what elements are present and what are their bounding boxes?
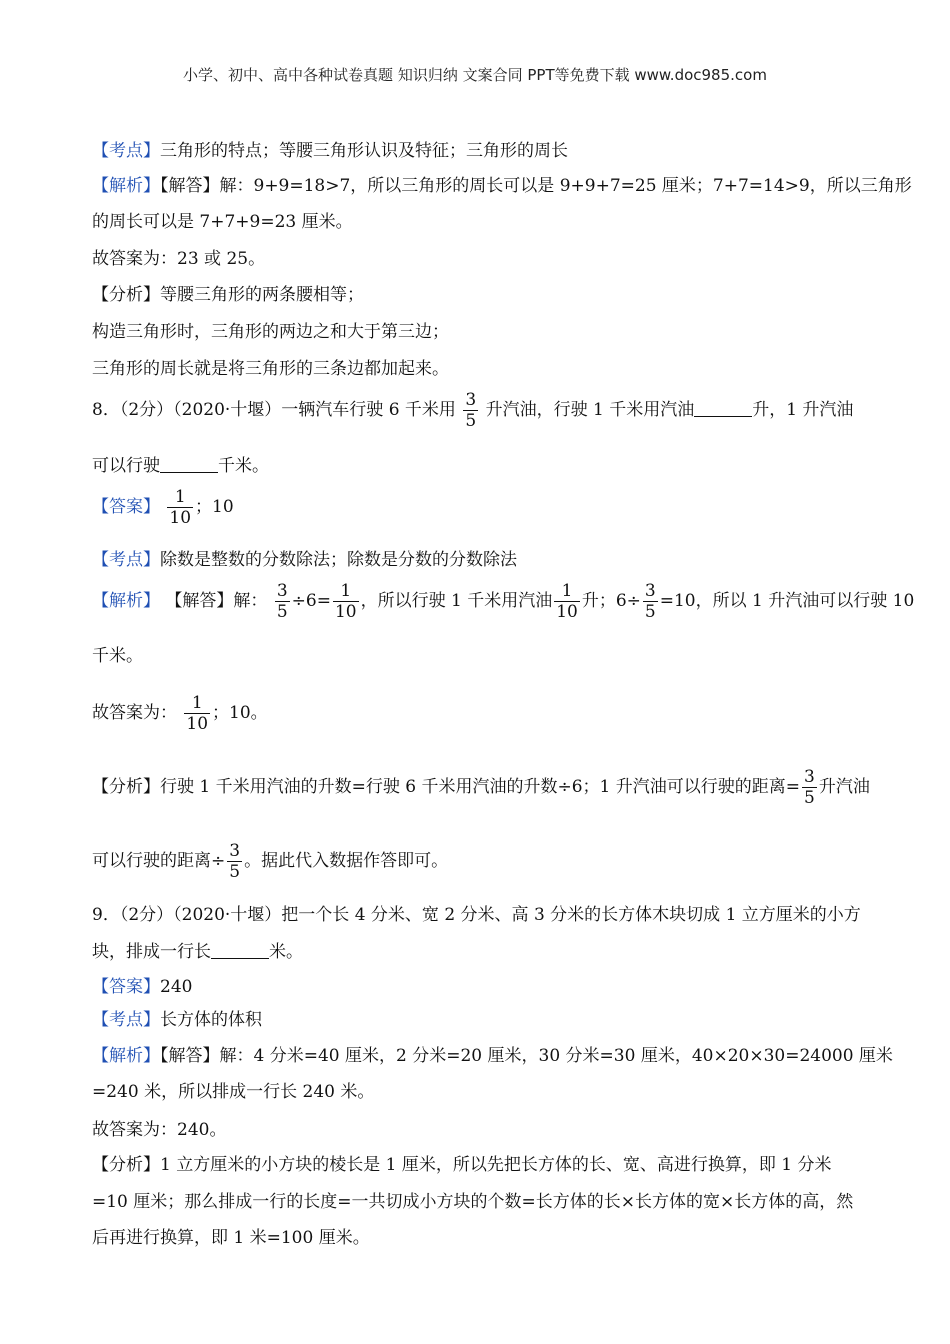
q7-kaodian-line bbox=[92, 136, 568, 161]
kaodian-tag: 【考点】 bbox=[92, 141, 160, 161]
kaodian-tag: 【考点】 bbox=[92, 1010, 160, 1030]
q7-fenxi-3: 三角形的周长就是将三角形的三条边都加起来。 bbox=[92, 359, 449, 379]
q8-question-line2 bbox=[92, 451, 269, 476]
jiexi-tag: 【解析】 bbox=[92, 591, 160, 611]
daan-tag: 【答案】 bbox=[92, 497, 160, 517]
q8-fenxi-line2 bbox=[92, 841, 448, 882]
q8-fenxi-line1 bbox=[92, 767, 870, 808]
kaodian-text: 三角形的特点；等腰三角形认识及特征；三角形的周长 bbox=[160, 141, 568, 161]
q8-text-a: 8．（2分）（2020·十堰）一辆汽车行驶 6 千米用 bbox=[92, 400, 456, 420]
q8-jiexi-line1 bbox=[92, 581, 914, 622]
kaodian-text: 除数是整数的分数除法；除数是分数的分数除法 bbox=[160, 550, 517, 570]
q9-jiexi-line2: =240 米，所以排成一行长 240 米。 bbox=[92, 1082, 375, 1102]
jieda-text: 【解答】解：4 分米=40 厘米，2 分米=20 厘米，30 分米=30 厘米，40×20×30=24000 厘米 bbox=[160, 1046, 893, 1066]
fraction-3-5 bbox=[463, 390, 478, 431]
fraction-1-10 bbox=[184, 693, 210, 734]
numerator: 1 bbox=[554, 581, 580, 602]
kaodian-text: 长方体的体积 bbox=[160, 1010, 262, 1030]
numerator: 1 bbox=[167, 487, 193, 508]
numerator: 3 bbox=[644, 581, 656, 601]
answer-blank[interactable] bbox=[211, 941, 269, 959]
q9-question-line1: 9．（2分）（2020·十堰）把一个长 4 分米、宽 2 分米、高 3 分米的长方体木块切成 1 立方厘米的小方 bbox=[92, 905, 861, 925]
q8-answer-line bbox=[92, 693, 268, 734]
ans-text-b: ；10。 bbox=[212, 703, 268, 723]
numerator: 3 bbox=[465, 390, 477, 410]
fraction-1-10 bbox=[333, 581, 359, 622]
numerator: 3 bbox=[229, 841, 241, 861]
q7-jiexi-line2: 的周长可以是 7+7+9=23 厘米。 bbox=[92, 212, 353, 232]
fx2-text-b: 。据此代入数据作答即可。 bbox=[244, 851, 449, 871]
daan-value: 240 bbox=[160, 977, 193, 997]
q9-answer: 故答案为：240。 bbox=[92, 1120, 227, 1140]
q8-kaodian-line bbox=[92, 545, 517, 570]
numerator: 1 bbox=[333, 581, 359, 602]
denominator: 10 bbox=[186, 714, 209, 734]
jiexi-tag: 【解析】 bbox=[92, 1046, 160, 1066]
denominator: 5 bbox=[229, 862, 241, 882]
answer-blank[interactable] bbox=[694, 399, 752, 417]
jx-text-b: ÷6= bbox=[291, 591, 331, 611]
ans-text-a: 故答案为： bbox=[92, 703, 177, 723]
jiexi-tag: 【解析】 bbox=[92, 176, 160, 196]
denominator: 5 bbox=[804, 788, 815, 808]
q9-kaodian-line bbox=[92, 1005, 262, 1030]
q9-text-b: 米。 bbox=[269, 942, 303, 962]
denominator: 5 bbox=[465, 411, 477, 431]
q8-daan-line bbox=[92, 487, 234, 528]
numerator: 1 bbox=[184, 693, 210, 714]
q9-text-a: 块，排成一行长 bbox=[92, 942, 211, 962]
jx-text-a: 【解答】解： bbox=[165, 591, 268, 611]
q9-fenxi-1: 【分析】1 立方厘米的小方块的棱长是 1 厘米，所以先把长方体的长、宽、高进行换算，即 1 分米 bbox=[92, 1155, 832, 1175]
numerator: 3 bbox=[276, 581, 288, 601]
fx-text-b: 升汽油 bbox=[818, 777, 870, 797]
kaodian-tag: 【考点】 bbox=[92, 550, 160, 570]
fraction-3-5 bbox=[643, 581, 658, 622]
fraction-3-5 bbox=[275, 581, 290, 622]
fx2-text-a: 可以行驶的距离÷ bbox=[92, 851, 226, 871]
q7-fenxi-2: 构造三角形时，三角形的两边之和大于第三边； bbox=[92, 322, 449, 342]
fraction-1-10 bbox=[167, 487, 193, 528]
q8-text-b: 升汽油，行驶 1 千米用汽油 bbox=[485, 400, 695, 420]
q8-text-c: 升，1 升汽油 bbox=[752, 400, 854, 420]
q9-fenxi-2: =10 厘米；那么排成一行的长度=一共切成小方块的个数=长方体的长×长方体的宽×长方体的高，然 bbox=[92, 1192, 854, 1212]
daan-rest: ；10 bbox=[195, 497, 234, 517]
page-header: 小学、初中、高中各种试卷真题 知识归纳 文案合同 PPT等免费下载 www.doc985.com bbox=[183, 66, 767, 84]
q9-jiexi-line1 bbox=[92, 1041, 893, 1066]
q9-fenxi-3: 后再进行换算，即 1 米=100 厘米。 bbox=[92, 1228, 370, 1248]
fraction-1-10 bbox=[554, 581, 580, 622]
q8-jiexi-line2: 千米。 bbox=[92, 646, 143, 666]
q7-answer: 故答案为：23 或 25。 bbox=[92, 249, 266, 269]
denominator: 10 bbox=[334, 602, 357, 622]
jieda-text: 【解答】解：9+9=18>7，所以三角形的周长可以是 9+9+7=25 厘米；7+7=14>9，所以三角形 bbox=[160, 176, 912, 196]
jx-text-d: 升；6÷ bbox=[581, 591, 641, 611]
answer-blank[interactable] bbox=[160, 455, 218, 473]
denominator: 10 bbox=[556, 602, 578, 622]
denominator: 5 bbox=[276, 602, 288, 622]
numerator: 3 bbox=[804, 767, 815, 787]
denominator: 10 bbox=[169, 508, 192, 528]
q8-question-line1 bbox=[92, 390, 853, 431]
fx-text-a: 【分析】行驶 1 千米用汽油的升数=行驶 6 千米用汽油的升数÷6；1 升汽油可以行驶的距离= bbox=[92, 777, 801, 797]
fraction-3-5 bbox=[227, 841, 242, 882]
q8-text-d: 可以行驶 bbox=[92, 456, 160, 476]
q9-question-line2 bbox=[92, 937, 303, 962]
denominator: 5 bbox=[644, 602, 656, 622]
q9-daan-line bbox=[92, 972, 192, 997]
daan-tag: 【答案】 bbox=[92, 977, 160, 997]
q7-jiexi-line1 bbox=[92, 171, 912, 196]
q7-fenxi-1: 【分析】等腰三角形的两条腰相等； bbox=[92, 285, 364, 305]
jx-text-e: =10，所以 1 升汽油可以行驶 10 bbox=[659, 591, 915, 611]
jx-text-c: ，所以行驶 1 千米用汽油 bbox=[360, 591, 553, 611]
q8-text-e: 千米。 bbox=[218, 456, 269, 476]
fraction-3-5 bbox=[802, 767, 817, 808]
